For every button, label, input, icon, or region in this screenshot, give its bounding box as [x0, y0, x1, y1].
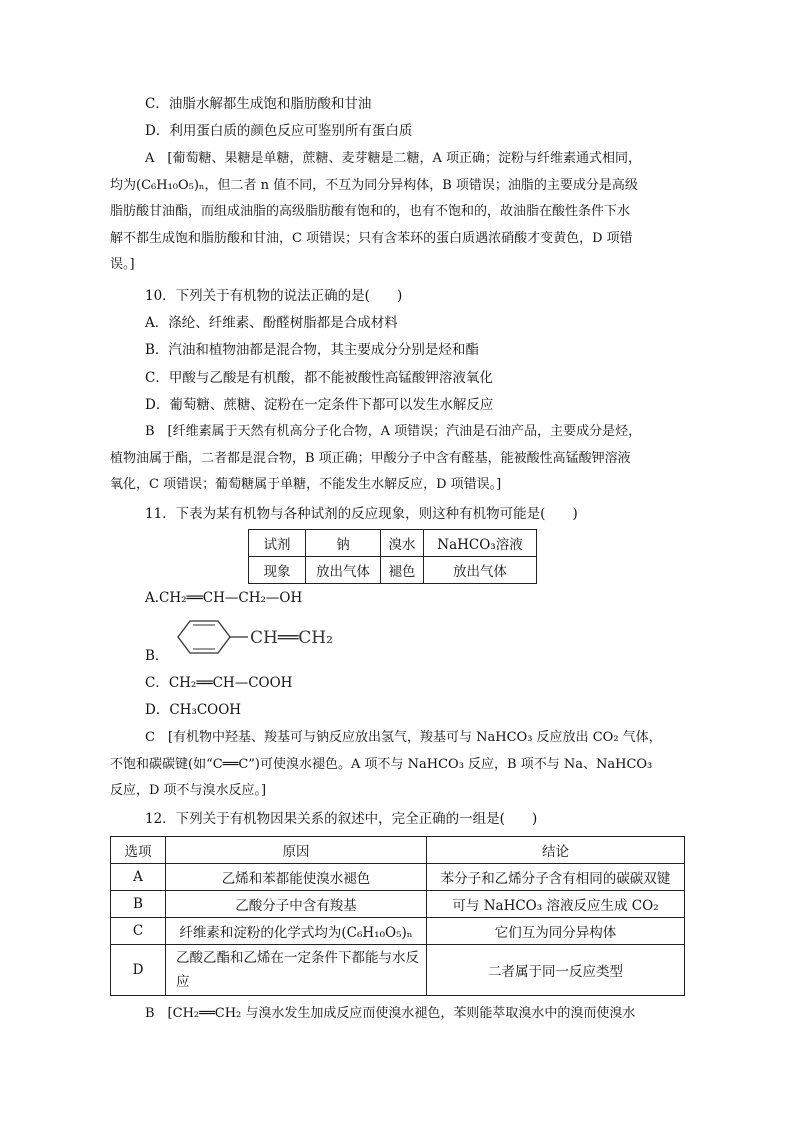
- styrene-structure: [172, 618, 352, 656]
- q11-option-a: A.CH₂══CH—CH₂—OH: [145, 590, 303, 606]
- table-cell: 二者属于同一反应类型: [427, 945, 685, 996]
- q11-answer: [110, 725, 685, 805]
- table-cell: A: [111, 864, 166, 891]
- table-cell: 放出气体: [424, 557, 537, 584]
- q9-answer: [110, 146, 685, 279]
- q12-answer-line: B [CH₂══CH₂ 与溴水发生加成反应而使溴水褪色，苯则能萃取溴水中的溴而使溴水: [145, 1006, 636, 1021]
- table-cell: 纤维素和淀粉的化学式均为(C₆H₁₀O₅)ₙ: [166, 918, 427, 945]
- q11-stem: 11．下表为某有机物与各种试剂的反应现象，则这种有机物可能是( ): [145, 506, 578, 522]
- q11-option-c: C．CH₂══CH—COOH: [145, 675, 293, 691]
- table-cell: 原因: [166, 837, 427, 864]
- q10-answer-line: 植物油属于酯，二者都是混合物，B 项正确；甲酸分子中含有醛基，能被酸性高锰酸钾溶液: [110, 450, 631, 466]
- table-cell: 结论: [427, 837, 685, 864]
- q11-answer-line: 反应，D 项不与溴水反应。]: [110, 783, 267, 798]
- table-cell: C: [111, 918, 166, 945]
- table-row: [249, 557, 537, 584]
- q11-answer-line: C [有机物中羟基、羧基可与钠反应放出氢气，羧基可与 NaHCO₃ 反应放出 CO₂ 气体，: [145, 730, 662, 745]
- q10-stem: 10．下列关于有机物的说法正确的是( ): [145, 288, 403, 304]
- table-cell: 试剂: [249, 530, 306, 557]
- q9-option-d: D．利用蛋白质的颜色反应可鉴别所有蛋白质: [145, 123, 413, 139]
- q10-answer-line: B [纤维素属于天然有机高分子化合物，A 项错误；汽油是石油产品，主要成分是烃，: [145, 424, 642, 439]
- table-cell: 乙烯和苯都能使溴水褪色: [166, 864, 427, 891]
- q10-option-b: B．汽油和植物油都是混合物，其主要成分分别是烃和酯: [145, 342, 479, 358]
- table-cell: 现象: [249, 557, 306, 584]
- q9-answer-line: 均为(C₆H₁₀O₅)ₙ，但二者 n 值不同，不互为同分异构体，B 项错误；油脂的主要成分是高级: [110, 177, 638, 193]
- q10-option-a: A．涤纶、纤维素、酚醛树脂都是合成材料: [145, 315, 398, 331]
- table-cell: 它们互为同分异构体: [427, 918, 685, 945]
- table-cell: 溴水: [381, 530, 424, 557]
- q12-cause-table: [110, 836, 685, 996]
- q10-option-c: C．甲酸与乙酸是有机酸，都不能被酸性高锰酸钾溶液氧化: [145, 370, 493, 386]
- table-cell: 乙酸分子中含有羧基: [166, 891, 427, 918]
- table-row: [111, 891, 685, 918]
- q11-answer-line: 不饱和碳碳键(如“C══C”)可使溴水褪色。A 项不与 NaHCO₃ 反应，B 项不与 Na、NaHCO₃: [110, 756, 653, 772]
- q12-answer: [110, 1001, 685, 1028]
- table-row: [111, 837, 685, 864]
- table-cell: 乙酸乙酯和乙烯在一定条件下都能与水反应: [166, 945, 427, 996]
- table-cell: 褪色: [381, 557, 424, 584]
- q9-answer-line: 误。]: [110, 257, 135, 272]
- table-row: [111, 864, 685, 891]
- q9-option-c: C．油脂水解都生成饱和脂肪酸和甘油: [145, 96, 372, 112]
- q11-option-d: D．CH₃COOH: [145, 702, 242, 718]
- q10-option-d: D．葡萄糖、蔗糖、淀粉在一定条件下都可以发生水解反应: [145, 397, 494, 413]
- table-cell: D: [111, 945, 166, 996]
- q11-option-b-label: B．: [145, 648, 169, 664]
- q11-reagent-table: [248, 529, 537, 584]
- q9-answer-line: A [葡萄糖、果糖是单糖，蔗糖、麦芽糖是二糖，A 项正确；淀粉与纤维素通式相同，: [145, 151, 641, 166]
- vinyl-group-text: CH══CH₂: [250, 628, 333, 648]
- q12-stem: 12．下列关于有机物因果关系的叙述中，完全正确的一组是( ): [145, 811, 538, 827]
- table-cell: 选项: [111, 837, 166, 864]
- table-cell: B: [111, 891, 166, 918]
- table-row: [111, 918, 685, 945]
- q10-answer-line: 氧化，C 项错误；葡萄糖属于单糖，不能发生水解反应，D 项错误。]: [110, 477, 502, 492]
- table-cell: 可与 NaHCO₃ 溶液反应生成 CO₂: [427, 891, 685, 918]
- q9-answer-line: 脂肪酸甘油酯，而组成油脂的高级脂肪酸有饱和的，也有不饱和的，故油脂在酸性条件下水: [110, 204, 631, 219]
- table-cell: 放出气体: [306, 557, 381, 584]
- q9-answer-line: 解不都生成饱和脂肪酸和甘油，C 项错误；只有含苯环的蛋白质遇浓硝酸才变黄色，D 项错: [110, 230, 633, 246]
- table-cell: 苯分子和乙烯分子含有相同的碳碳双键: [427, 864, 685, 891]
- q10-answer: [110, 419, 685, 499]
- table-row: [111, 945, 685, 996]
- table-cell: NaHCO₃溶液: [424, 530, 537, 557]
- table-cell: 钠: [306, 530, 381, 557]
- benzene-ring: [178, 621, 230, 653]
- table-row: [249, 530, 537, 557]
